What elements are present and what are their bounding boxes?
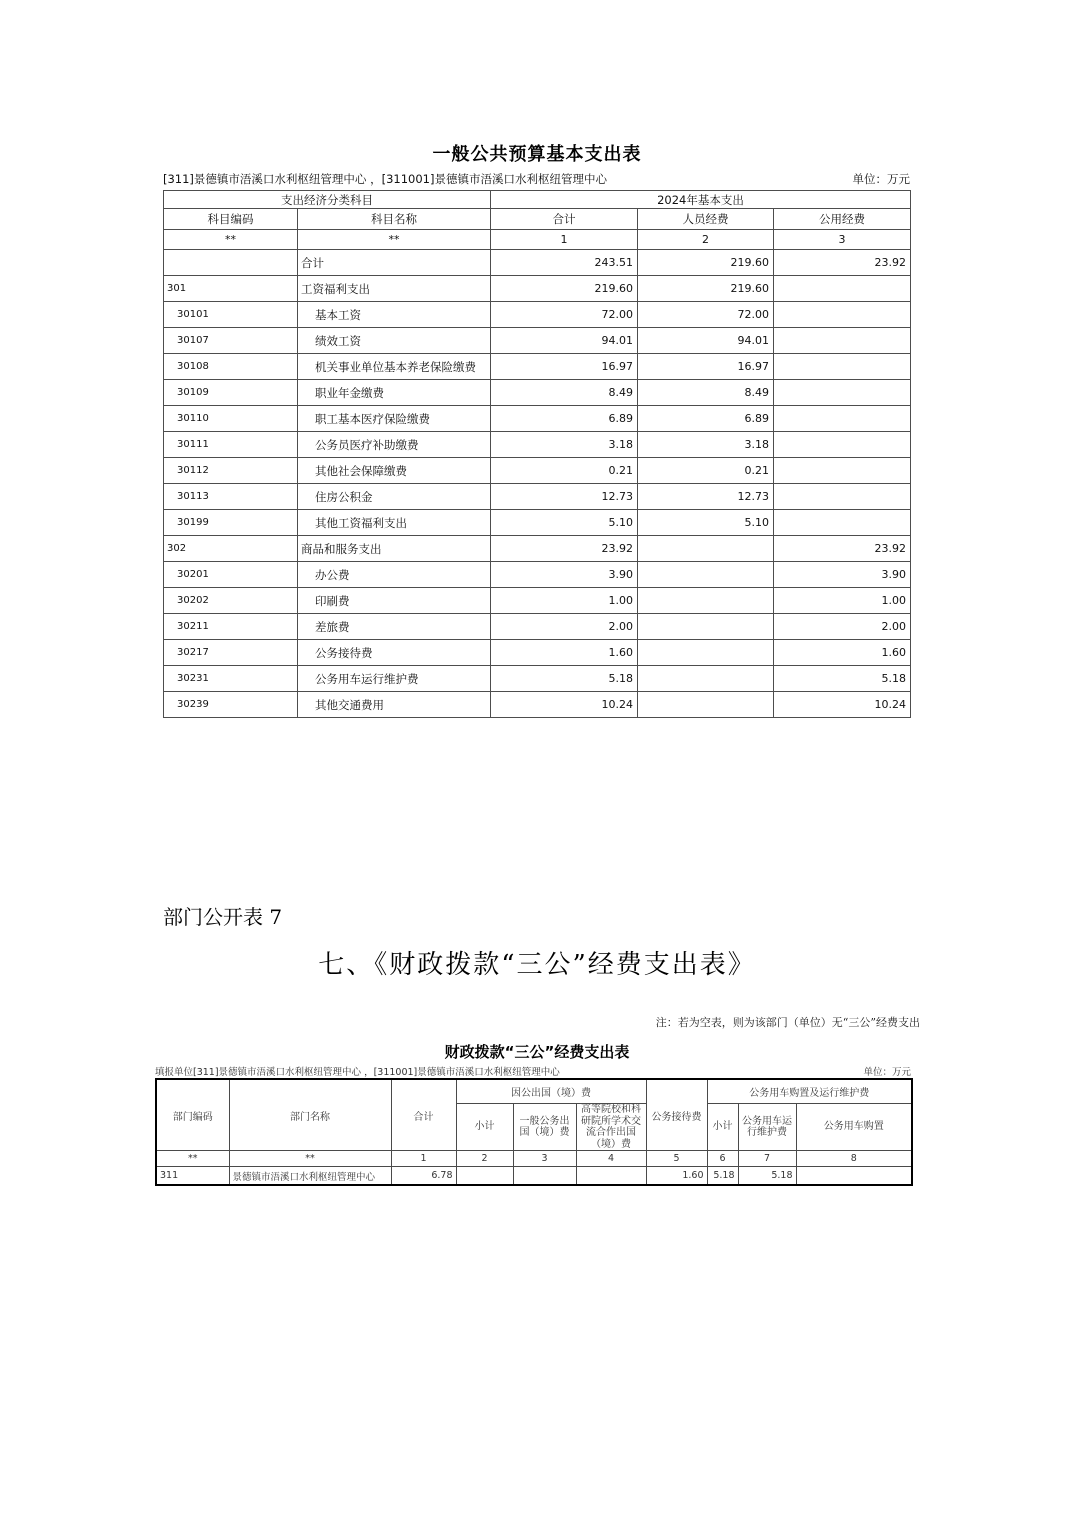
subject-code: 30110 [164, 406, 298, 432]
header-cell: 公用经费 [774, 209, 911, 230]
subject-name: 差旅费 [298, 614, 491, 640]
subject-name: 绩效工资 [298, 328, 491, 354]
amount-public [774, 432, 911, 458]
amount-personnel [638, 536, 774, 562]
subject-code: 30108 [164, 354, 298, 380]
table2-group-header-row [156, 1079, 912, 1104]
table-row [164, 276, 911, 302]
header-cell: 合计 [491, 209, 638, 230]
header-cell: 支出经济分类科目 [164, 191, 491, 209]
amount-total: 6.89 [491, 406, 638, 432]
amount-personnel: 12.73 [638, 484, 774, 510]
header-cell: 科目编码 [164, 209, 298, 230]
header-cell: 2024年基本支出 [491, 191, 911, 209]
table-row [164, 640, 911, 666]
amount-public [774, 328, 911, 354]
header-cell: 高等院校和科研院所学术交流合作出国（境）费 [576, 1104, 646, 1151]
subject-name: 公务接待费 [298, 640, 491, 666]
subject-name: 合计 [298, 250, 491, 276]
header-cell: 6 [707, 1151, 738, 1167]
header-cell: 3 [513, 1151, 576, 1167]
header-cell: ** [164, 230, 298, 250]
subject-code: 30202 [164, 588, 298, 614]
amount-personnel: 219.60 [638, 276, 774, 302]
amount-vehicle-maintenance: 5.18 [738, 1167, 796, 1186]
subject-code: 30201 [164, 562, 298, 588]
header-cell: 3 [774, 230, 911, 250]
table2-marks-row [156, 1151, 912, 1167]
table1-column-header-row [164, 209, 911, 230]
table-row [164, 354, 911, 380]
amount-personnel [638, 692, 774, 718]
table-row [164, 302, 911, 328]
amount-vehicle-purchase [796, 1167, 912, 1186]
table1-info-line [163, 171, 910, 187]
amount-total: 1.60 [491, 640, 638, 666]
header-cell: 7 [738, 1151, 796, 1167]
header-cell: 人员经费 [638, 209, 774, 230]
amount-total: 2.00 [491, 614, 638, 640]
subject-code: 30113 [164, 484, 298, 510]
amount-public [774, 406, 911, 432]
amount-total: 16.97 [491, 354, 638, 380]
subject-name: 办公费 [298, 562, 491, 588]
header-cell: 2 [456, 1151, 513, 1167]
amount-total: 219.60 [491, 276, 638, 302]
amount-total: 6.78 [391, 1167, 456, 1186]
header-cell: 科目名称 [298, 209, 491, 230]
subject-name: 商品和服务支出 [298, 536, 491, 562]
subject-name: 其他工资福利支出 [298, 510, 491, 536]
table-row [164, 432, 911, 458]
amount-public [774, 276, 911, 302]
amount-total: 10.24 [491, 692, 638, 718]
amount-total: 243.51 [491, 250, 638, 276]
subject-name: 工资福利支出 [298, 276, 491, 302]
amount-abroad-subtotal [456, 1167, 513, 1186]
subject-name: 其他社会保障缴费 [298, 458, 491, 484]
subject-code: 30217 [164, 640, 298, 666]
subject-name: 机关事业单位基本养老保险缴费 [298, 354, 491, 380]
table2-org-line: 填报单位[311]景德镇市浯溪口水利枢纽管理中心 ，[311001]景德镇市浯溪口水利枢纽管理中心 [155, 1067, 560, 1078]
amount-public [774, 354, 911, 380]
subject-code: 30199 [164, 510, 298, 536]
header-cell: 1 [391, 1151, 456, 1167]
table2-info-line [155, 1064, 911, 1078]
amount-total: 5.18 [491, 666, 638, 692]
dept-code: 311 [156, 1167, 229, 1186]
subject-code: 30109 [164, 380, 298, 406]
subject-code: 30111 [164, 432, 298, 458]
amount-personnel [638, 666, 774, 692]
subject-code: 30239 [164, 692, 298, 718]
subject-code: 301 [164, 276, 298, 302]
table-row [164, 250, 911, 276]
amount-personnel [638, 562, 774, 588]
subject-name: 职工基本医疗保险缴费 [298, 406, 491, 432]
subject-code [164, 250, 298, 276]
amount-public: 10.24 [774, 692, 911, 718]
subject-name: 基本工资 [298, 302, 491, 328]
amount-reception: 1.60 [646, 1167, 707, 1186]
section-title: 七、《财政拨款“三公”经费支出表》 [318, 950, 756, 980]
table-row [164, 406, 911, 432]
section-label: 部门公开表 7 [163, 905, 283, 929]
amount-total: 12.73 [491, 484, 638, 510]
amount-public [774, 458, 911, 484]
amount-personnel: 3.18 [638, 432, 774, 458]
amount-total: 3.18 [491, 432, 638, 458]
table2-unit-label: 单位：万元 [863, 1067, 911, 1078]
header-cell: 2 [638, 230, 774, 250]
amount-personnel: 94.01 [638, 328, 774, 354]
header-cell: ** [229, 1151, 391, 1167]
table-row [164, 458, 911, 484]
header-cell: 合计 [391, 1079, 456, 1151]
amount-public: 1.00 [774, 588, 911, 614]
table-row [164, 666, 911, 692]
amount-total: 94.01 [491, 328, 638, 354]
header-cell: 公务用车购置 [796, 1104, 912, 1151]
amount-total: 3.90 [491, 562, 638, 588]
table-row [164, 536, 911, 562]
amount-total: 8.49 [491, 380, 638, 406]
amount-total: 72.00 [491, 302, 638, 328]
header-cell: ** [298, 230, 491, 250]
amount-total: 1.00 [491, 588, 638, 614]
table1-title: 一般公共预算基本支出表 [432, 144, 642, 165]
subject-name: 公务员医疗补助缴费 [298, 432, 491, 458]
subject-code: 30231 [164, 666, 298, 692]
subject-code: 30107 [164, 328, 298, 354]
amount-personnel: 0.21 [638, 458, 774, 484]
table-row [164, 510, 911, 536]
amount-public: 23.92 [774, 250, 911, 276]
table-row [164, 692, 911, 718]
amount-public: 2.00 [774, 614, 911, 640]
amount-public: 3.90 [774, 562, 911, 588]
sangong-expense-table [155, 1078, 913, 1186]
header-cell: ** [156, 1151, 229, 1167]
table1-org-line: [311]景德镇市浯溪口水利枢纽管理中心 ，[311001]景德镇市浯溪口水利枢纽管理中心 [163, 172, 607, 186]
amount-public [774, 510, 911, 536]
amount-total: 0.21 [491, 458, 638, 484]
subject-code: 30211 [164, 614, 298, 640]
amount-public [774, 380, 911, 406]
section-note: 注：若为空表，则为该部门（单位）无“三公”经费支出 [655, 1016, 920, 1029]
header-cell: 公务用车运行维护费 [738, 1104, 796, 1151]
header-cell: 4 [576, 1151, 646, 1167]
amount-personnel [638, 588, 774, 614]
table-row [164, 328, 911, 354]
amount-abroad-general [513, 1167, 576, 1186]
header-cell: 5 [646, 1151, 707, 1167]
subject-name: 公务用车运行维护费 [298, 666, 491, 692]
header-cell: 8 [796, 1151, 912, 1167]
amount-personnel: 6.89 [638, 406, 774, 432]
table-row [164, 588, 911, 614]
header-cell: 因公出国（境）费 [456, 1079, 646, 1104]
amount-personnel [638, 640, 774, 666]
header-cell: 公务用车购置及运行维护费 [707, 1079, 912, 1104]
table1-unit-label: 单位：万元 [852, 172, 910, 186]
subject-code: 30112 [164, 458, 298, 484]
dept-name: 景德镇市浯溪口水利枢纽管理中心 [229, 1167, 391, 1186]
table-row [156, 1167, 912, 1186]
subject-name: 住房公积金 [298, 484, 491, 510]
header-cell: 公务接待费 [646, 1079, 707, 1151]
amount-personnel: 16.97 [638, 354, 774, 380]
table-row [164, 562, 911, 588]
basic-expenditure-table [163, 190, 911, 718]
amount-personnel: 72.00 [638, 302, 774, 328]
header-cell: 一般公务出国（境）费 [513, 1104, 576, 1151]
amount-public [774, 302, 911, 328]
amount-total: 5.10 [491, 510, 638, 536]
header-cell: 小计 [707, 1104, 738, 1151]
subject-name: 印刷费 [298, 588, 491, 614]
header-cell: 小计 [456, 1104, 513, 1151]
subject-code: 30101 [164, 302, 298, 328]
amount-public: 23.92 [774, 536, 911, 562]
amount-vehicle-subtotal: 5.18 [707, 1167, 738, 1186]
amount-public: 5.18 [774, 666, 911, 692]
subject-code: 302 [164, 536, 298, 562]
subject-name: 其他交通费用 [298, 692, 491, 718]
amount-personnel: 219.60 [638, 250, 774, 276]
table1-marks-row [164, 230, 911, 250]
table1-group-header-row [164, 191, 911, 209]
header-cell: 部门名称 [229, 1079, 391, 1151]
table-row [164, 380, 911, 406]
table-row [164, 614, 911, 640]
header-cell: 1 [491, 230, 638, 250]
amount-personnel: 8.49 [638, 380, 774, 406]
amount-personnel: 5.10 [638, 510, 774, 536]
table-row [164, 484, 911, 510]
amount-public [774, 484, 911, 510]
amount-abroad-academic [576, 1167, 646, 1186]
header-cell: 部门编码 [156, 1079, 229, 1151]
amount-public: 1.60 [774, 640, 911, 666]
table2-title: 财政拨款“三公”经费支出表 [444, 1043, 630, 1061]
amount-total: 23.92 [491, 536, 638, 562]
subject-name: 职业年金缴费 [298, 380, 491, 406]
amount-personnel [638, 614, 774, 640]
